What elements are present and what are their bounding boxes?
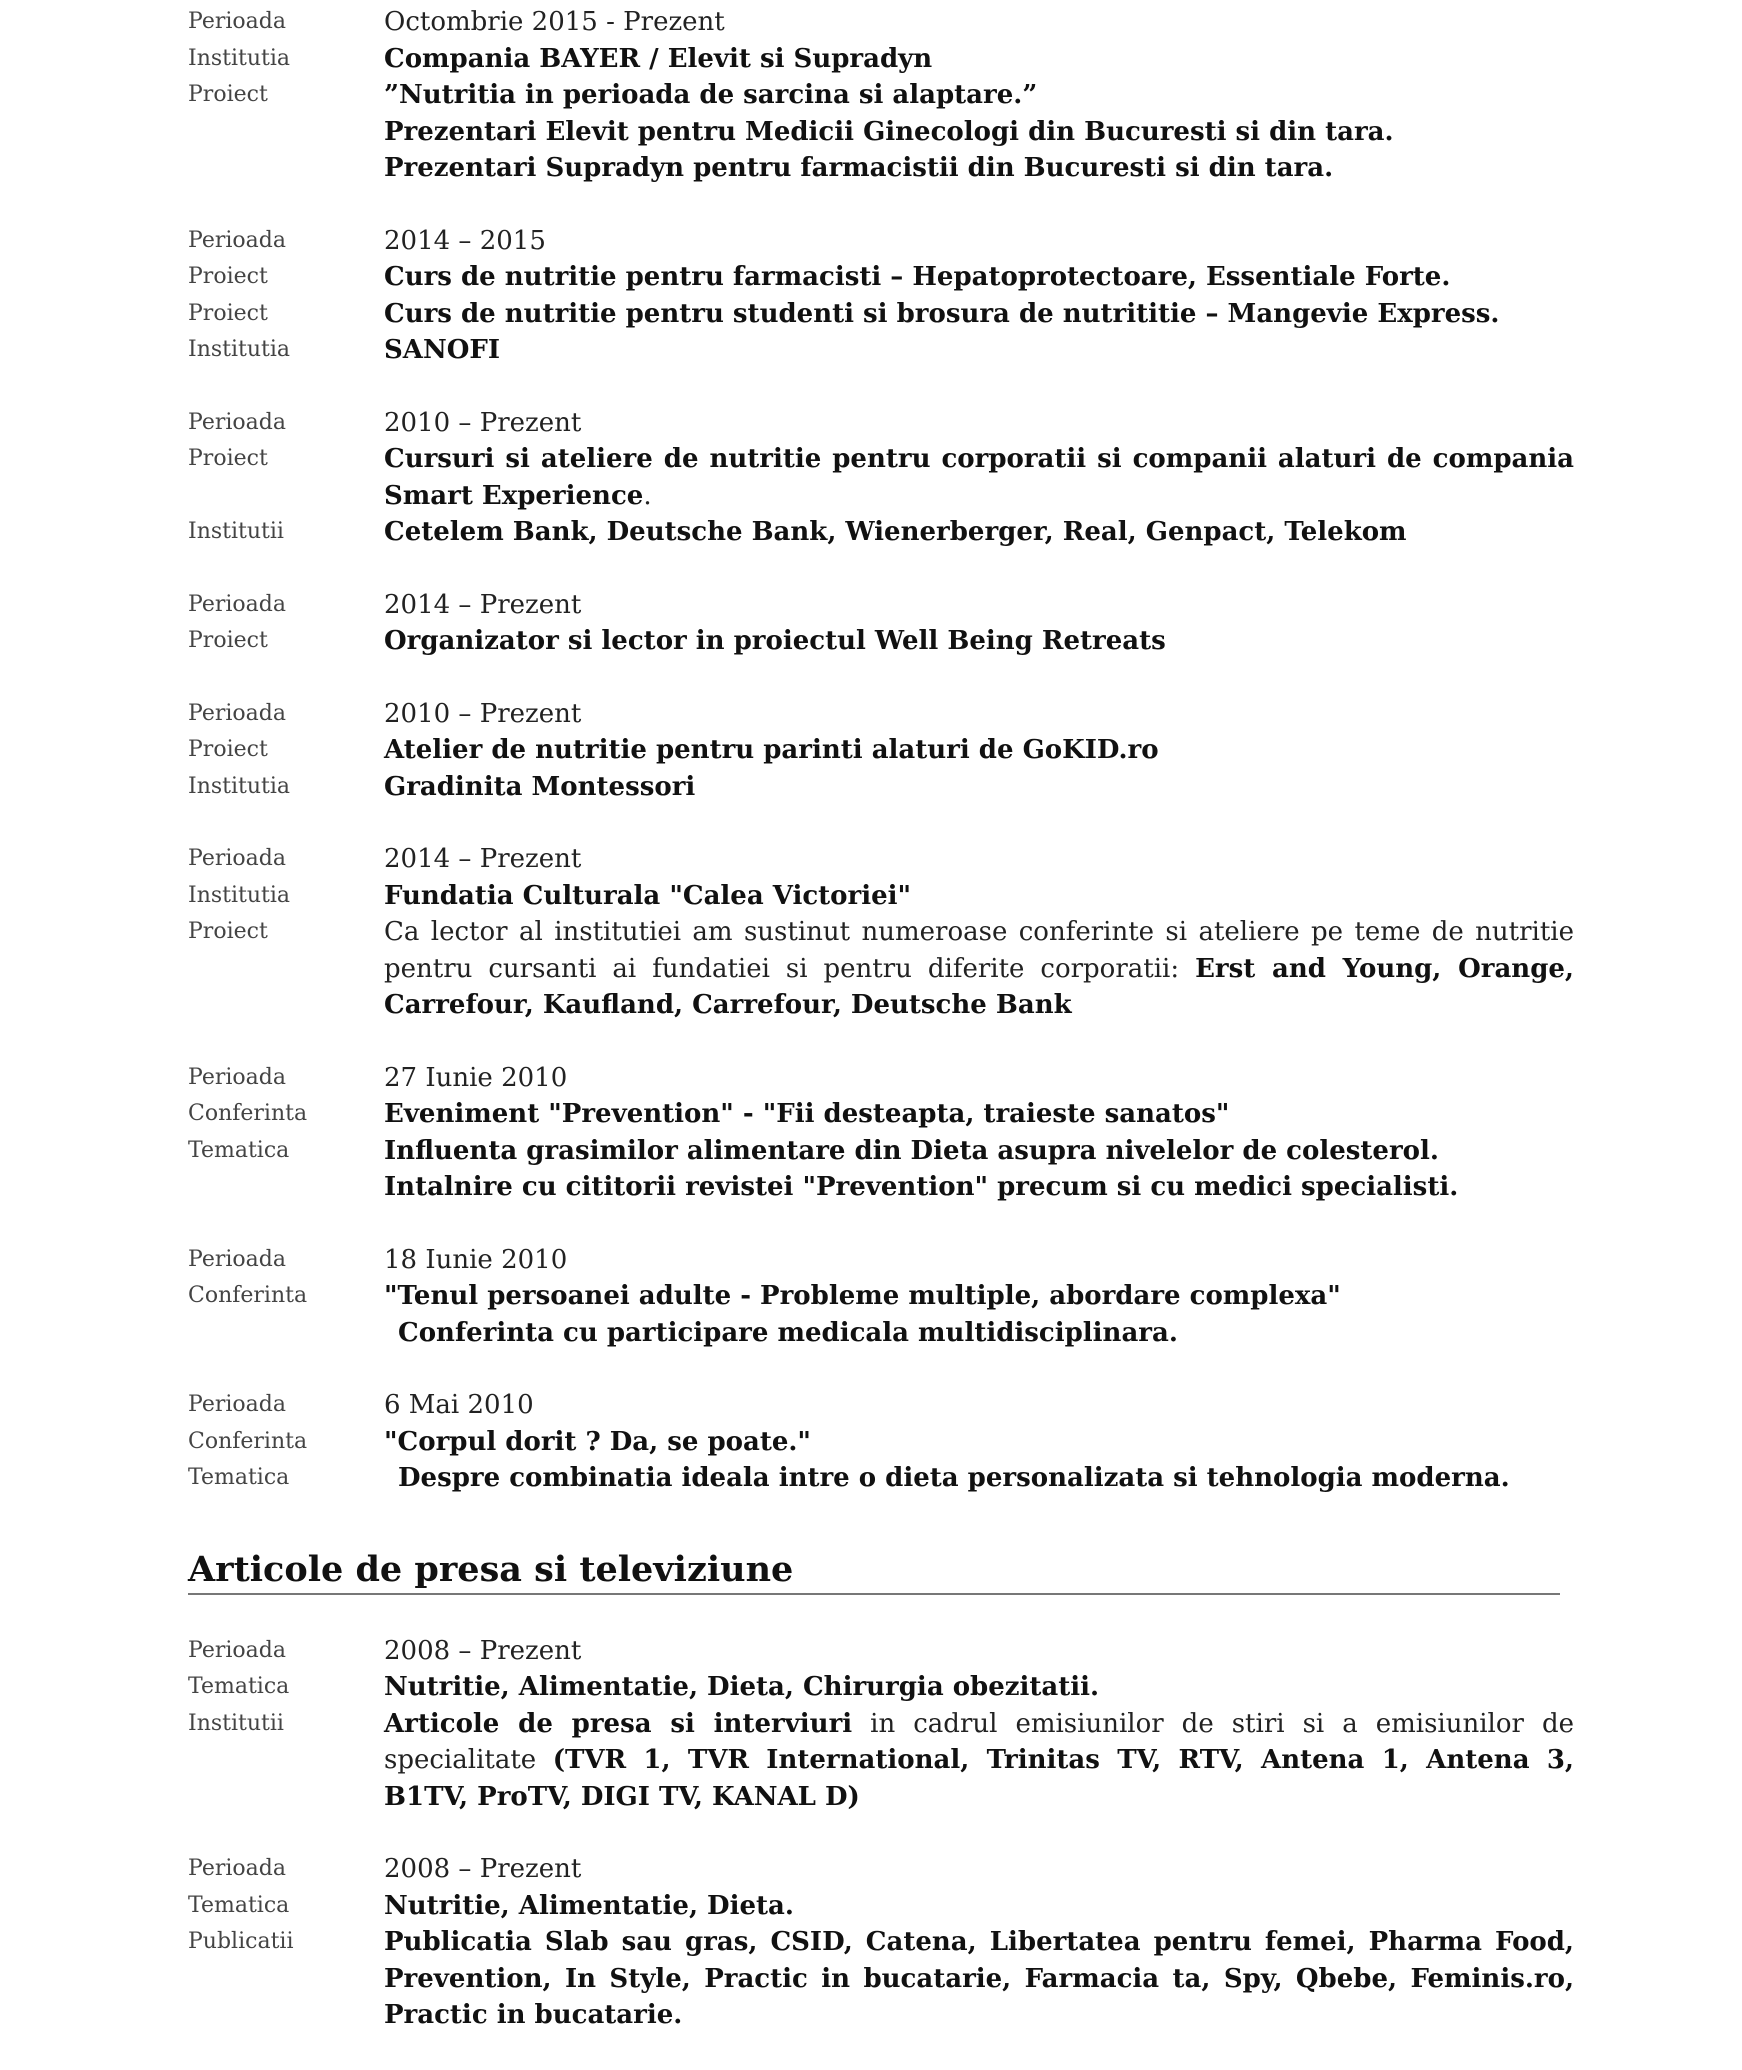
entry-row — [188, 259, 1574, 296]
row-label: Institutia — [188, 882, 291, 908]
row-label: Perioada — [188, 1637, 286, 1663]
entry-row — [188, 623, 1574, 660]
row-value — [384, 1706, 1574, 1816]
entry-row — [188, 150, 1574, 187]
row-value: 2010 – Prezent — [384, 698, 582, 729]
row-value: 6 Mai 2010 — [384, 1390, 534, 1420]
entry-row — [188, 1242, 1574, 1279]
entry-row — [188, 514, 1574, 551]
row-label: Proiect — [188, 737, 268, 762]
row-label: Perioada — [188, 227, 286, 253]
row-value: 2008 – Prezent — [384, 1635, 582, 1666]
row-value: Nutritie, Alimentatie, Dieta, Chirurgia obezitatii. — [384, 1672, 1100, 1702]
row-value: Curs de nutritie pentru farmacisti – Hepatoprotectoare, Essentiale Forte. — [384, 262, 1451, 292]
entry-row — [188, 841, 1574, 878]
row-label: Tematica — [188, 1674, 290, 1699]
entry-row — [188, 1096, 1574, 1133]
value-plain: in cadrul emisiunilor de stiri si a emisiunilor de specialitate — [384, 1708, 1574, 1775]
cv-page — [188, 0, 1574, 2070]
row-label: Perioada — [188, 1246, 286, 1272]
row-label: Tematica — [188, 1892, 290, 1918]
entry — [188, 587, 1574, 660]
value-suffix: . — [643, 480, 652, 511]
row-label: Conferinta — [188, 1428, 308, 1454]
entry-row — [188, 1169, 1574, 1206]
value-bold-start: Articole de presa si interviuri — [384, 1708, 853, 1739]
entry-row — [188, 1669, 1574, 1706]
entry-row — [188, 914, 1574, 1024]
row-label: Proiect — [188, 300, 268, 326]
row-value: 2014 – Prezent — [384, 589, 582, 620]
entry-row — [188, 332, 1574, 369]
row-label: Proiect — [188, 446, 268, 471]
value-bold: (TVR 1, TVR International, Trinitas TV, RTV, Antena 1, Antena 3, B1TV, ProTV, DIGI TV, KANAL D) — [384, 1745, 1574, 1812]
entry — [188, 1633, 1574, 1816]
entry-row — [188, 1133, 1574, 1170]
row-value: Intalnire cu cititorii revistei "Prevention" precum si cu medici specialisti. — [384, 1172, 1459, 1202]
row-label: Institutia — [188, 773, 291, 799]
entry — [188, 4, 1574, 187]
row-label: Conferinta — [188, 1101, 308, 1126]
row-value: 2010 – Prezent — [384, 407, 582, 438]
entry-row — [188, 77, 1574, 114]
row-value: Publicatia Slab sau gras, CSID, Catena, Libertatea pentru femei, Pharma Food, Prevention, In Style, Practic in bucatarie, Farmacia ta, Spy, Qbebe, Feminis.ro, Practic in bucatarie. — [384, 1927, 1574, 2030]
row-value: 2014 – 2015 — [384, 225, 546, 256]
row-label: Perioada — [188, 591, 286, 617]
row-value: Atelier de nutritie pentru parinti alaturi de GoKID.ro — [384, 735, 1159, 765]
row-value: Curs de nutritie pentru studenti si brosura de nutrititie – Mangevie Express. — [384, 298, 1500, 329]
row-value: 18 Iunie 2010 — [384, 1244, 568, 1275]
entry-row — [188, 696, 1574, 733]
entry-row — [188, 1460, 1574, 1497]
row-value: Octombrie 2015 - Prezent — [384, 7, 725, 37]
row-label: Institutii — [188, 519, 284, 544]
row-value: Prezentari Supradyn pentru farmacistii din Bucuresti si din tara. — [384, 153, 1334, 183]
row-label: Perioada — [188, 846, 286, 871]
entry-row — [188, 41, 1574, 78]
entry-row — [188, 441, 1574, 514]
entry-row — [188, 587, 1574, 624]
row-label: Perioada — [188, 1064, 286, 1090]
row-value: Conferinta cu participare medicala multidisciplinara. — [398, 1317, 1178, 1348]
row-value: "Corpul dorit ? Da, se poate." — [384, 1426, 811, 1457]
entry-row — [188, 1060, 1574, 1097]
row-value: Influenta grasimilor alimentare din Dieta asupra nivelelor de colesterol. — [384, 1135, 1439, 1166]
row-value: Prezentari Elevit pentru Medicii Ginecologi din Bucuresti si din tara. — [384, 116, 1394, 147]
row-value: Despre combinatia ideala intre o dieta personalizata si tehnologia moderna. — [398, 1463, 1510, 1493]
row-label: Perioada — [188, 409, 286, 435]
row-label: Institutia — [188, 45, 291, 71]
entry-row — [188, 1315, 1574, 1352]
entry-row — [188, 405, 1574, 442]
row-label: Perioada — [188, 1392, 286, 1417]
entry-row — [188, 223, 1574, 260]
entry — [188, 696, 1574, 806]
entry-row — [188, 878, 1574, 915]
row-value: Organizator si lector in proiectul Well Being Retreats — [384, 626, 1166, 656]
entry — [188, 1387, 1574, 1497]
entry — [188, 1242, 1574, 1352]
entry-row — [188, 114, 1574, 151]
entry — [188, 1851, 1574, 2034]
row-label: Proiect — [188, 919, 268, 944]
row-value: Eveniment "Prevention" - "Fii desteapta, traieste sanatos" — [384, 1099, 1230, 1129]
section-title: Articole de presa si televiziune — [188, 1549, 1560, 1595]
row-label: Institutia — [188, 337, 291, 362]
entry — [188, 841, 1574, 1024]
row-label: Proiect — [188, 82, 268, 107]
row-label: Perioada — [188, 1856, 286, 1881]
row-label: Publicatii — [188, 1929, 294, 1954]
row-value: Compania BAYER / Elevit si Supradyn — [384, 43, 933, 74]
row-value: Cetelem Bank, Deutsche Bank, Wienerberger, Real, Genpact, Telekom — [384, 517, 1407, 547]
entry-row — [188, 769, 1574, 806]
value-bold: Erst and Young, Orange, Carrefour, Kaufland, Carrefour, Deutsche Bank — [384, 953, 1574, 1020]
entry-row — [188, 1851, 1574, 1888]
row-label: Institutii — [188, 1710, 284, 1736]
entry-row — [188, 1924, 1574, 2034]
value-bold: Cursuri si ateliere de nutritie pentru corporatii si companii alaturi de compania Smart Experience — [384, 444, 1574, 511]
row-value: SANOFI — [384, 335, 500, 365]
entry — [188, 223, 1574, 369]
entry-row — [188, 1888, 1574, 1925]
row-value: ”Nutritia in perioada de sarcina si alaptare.” — [384, 80, 1038, 110]
entry-row — [188, 1387, 1574, 1424]
row-label: Perioada — [188, 9, 286, 34]
entry-row — [188, 1706, 1574, 1816]
row-value: 2008 – Prezent — [384, 1854, 582, 1884]
row-label: Conferinta — [188, 1283, 308, 1308]
row-label: Perioada — [188, 700, 286, 726]
row-label: Proiect — [188, 628, 268, 653]
entry — [188, 1060, 1574, 1206]
row-value: Nutritie, Alimentatie, Dieta. — [384, 1890, 794, 1921]
entry-row — [188, 296, 1574, 333]
row-value: 27 Iunie 2010 — [384, 1062, 568, 1093]
row-label: Tematica — [188, 1137, 290, 1163]
row-label: Proiect — [188, 264, 268, 289]
entry-row — [188, 1278, 1574, 1315]
row-value: Fundatia Culturala "Calea Victoriei" — [384, 880, 912, 911]
value-plain: Ca lector al institutiei am sustinut numeroase conferinte si ateliere pe teme de nutritie pentru cursanti ai fundatiei si pentru diferite corporatii: — [384, 917, 1574, 984]
entry-row — [188, 4, 1574, 41]
entry-row — [188, 1633, 1574, 1670]
row-value — [384, 914, 1574, 1024]
entry — [188, 405, 1574, 551]
row-value: 2014 – Prezent — [384, 844, 582, 874]
row-value — [384, 441, 1574, 514]
row-value: "Tenul persoanei adulte - Probleme multiple, abordare complexa" — [384, 1281, 1341, 1311]
row-value: Gradinita Montessori — [384, 771, 696, 802]
entry-row — [188, 732, 1574, 769]
entry-row — [188, 1424, 1574, 1461]
row-label: Tematica — [188, 1465, 290, 1490]
